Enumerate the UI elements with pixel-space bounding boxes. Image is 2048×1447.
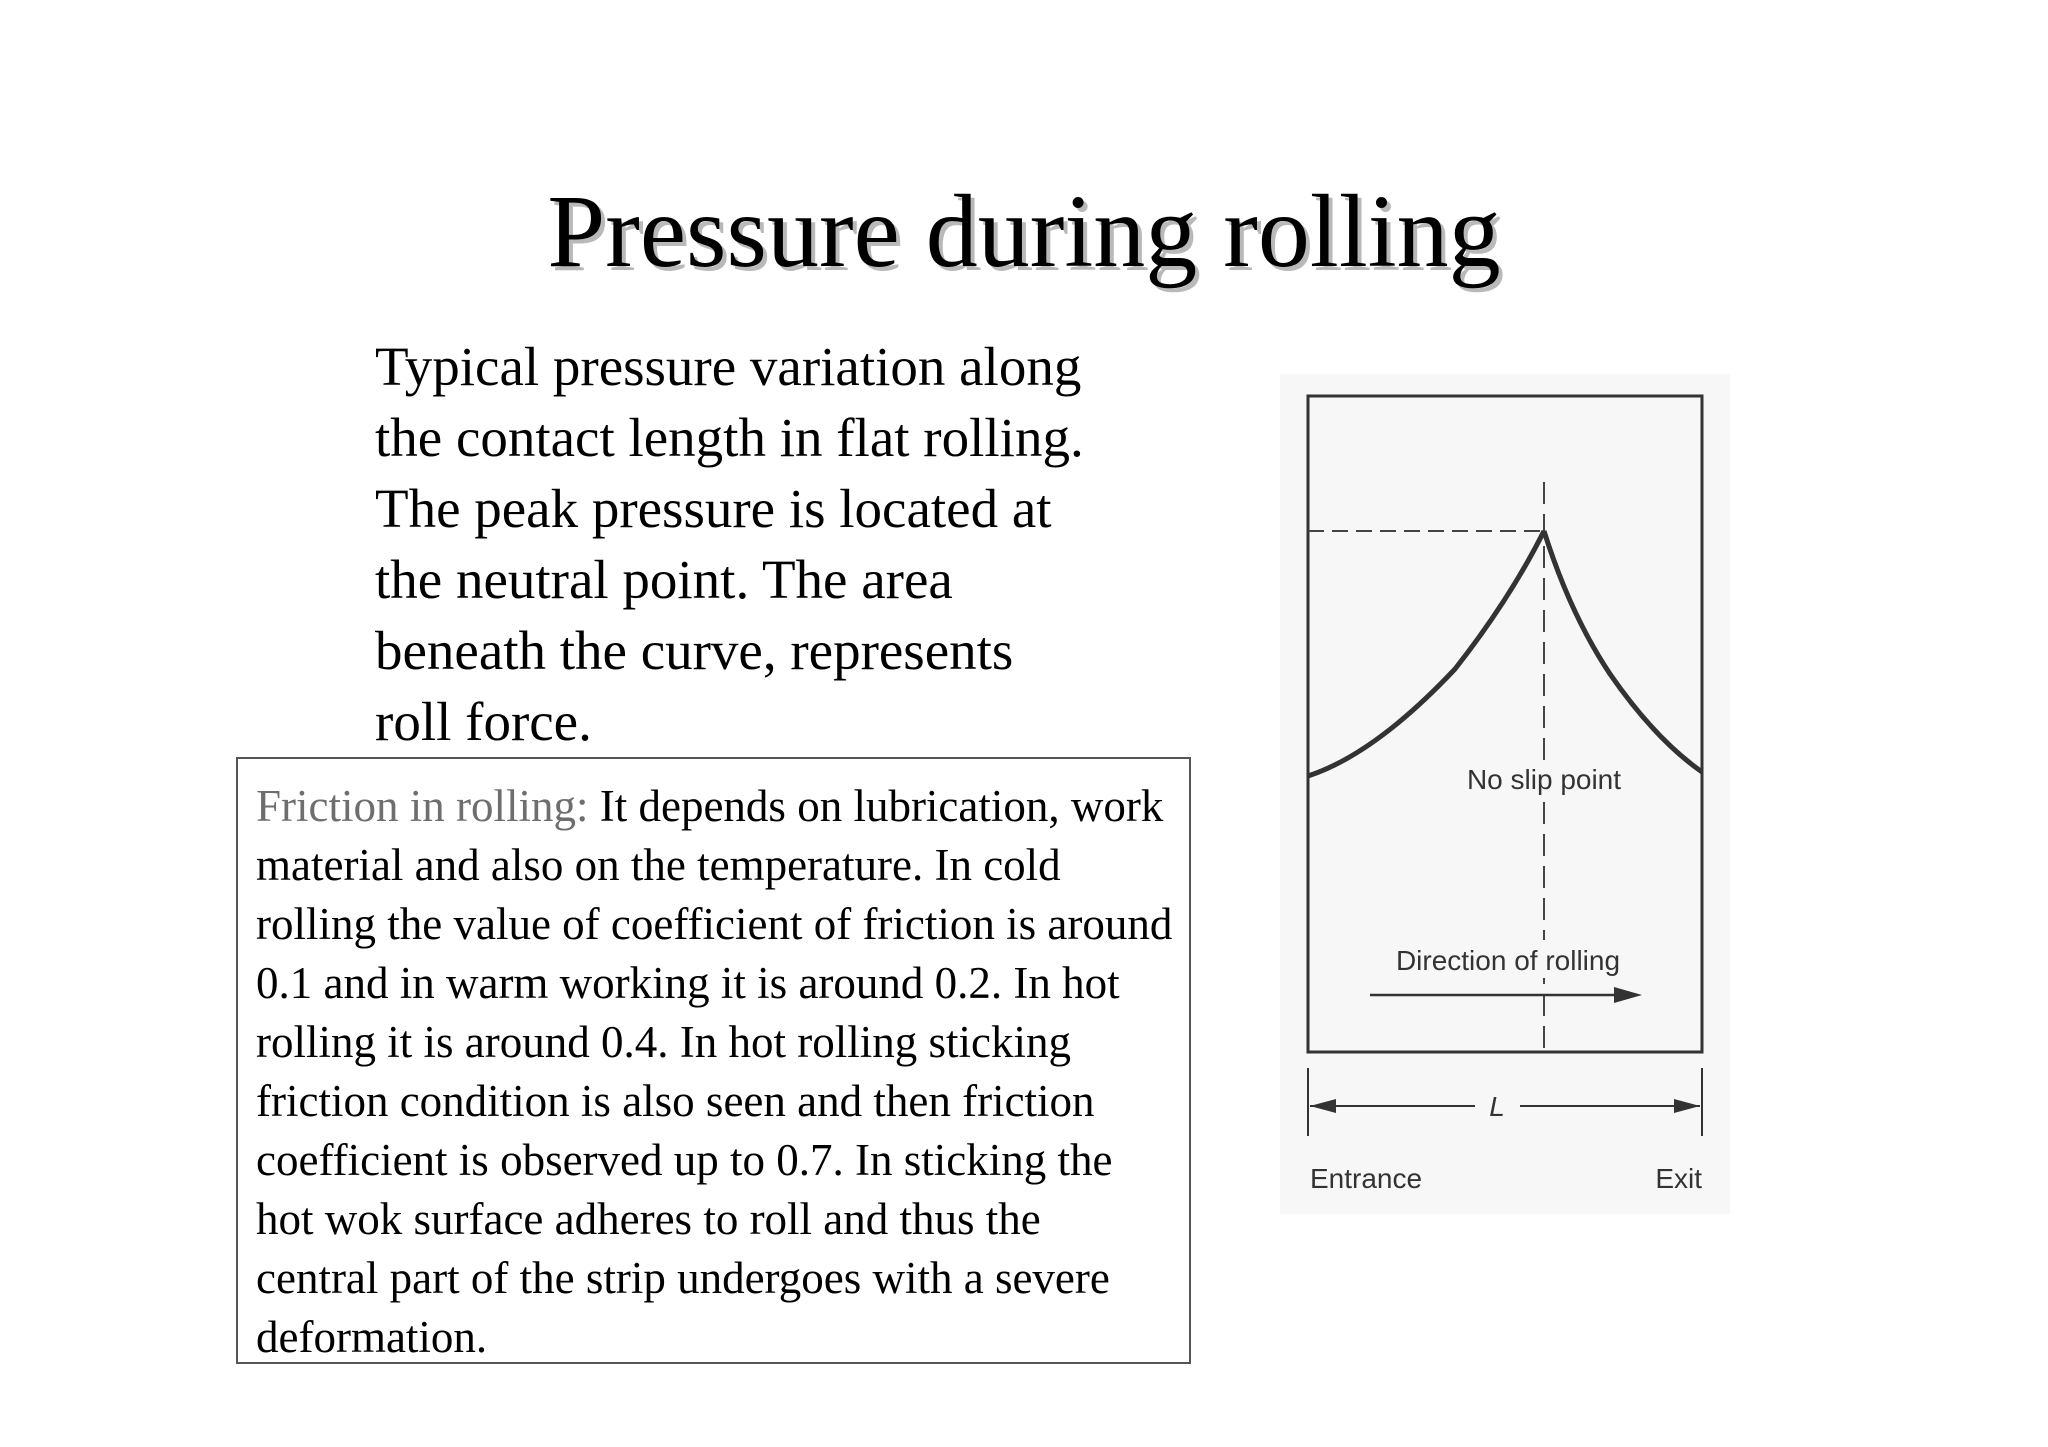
dimension-arrow-left-icon [1310, 1099, 1336, 1113]
pressure-curve-entry-side [1308, 531, 1544, 776]
pressure-curve-exit-side [1544, 531, 1702, 772]
entrance-label: Entrance [1310, 1163, 1423, 1194]
pressure-diagram-svg [1280, 374, 1730, 1214]
direction-arrow-head-icon [1614, 987, 1642, 1003]
length-label: L [1489, 1091, 1505, 1122]
exit-label: Exit [1655, 1163, 1702, 1194]
friction-note-box [236, 757, 1191, 1364]
pressure-diagram [1280, 374, 1730, 1214]
slide-title: Pressure during rolling [547, 174, 1501, 289]
direction-of-rolling-label: Direction of rolling [1395, 945, 1621, 976]
friction-heading: Friction in rolling: [256, 781, 589, 831]
dimension-arrow-right-icon [1674, 1099, 1700, 1113]
intro-paragraph: Typical pressure variation along the contact length in flat rolling. The peak pressure is located at the neutral point. The area beneath the curve, represents roll force. [375, 336, 1084, 752]
no-slip-point-label: No slip point [1466, 764, 1622, 795]
friction-body: It depends on lubrication, work material and also on the temperature. In cold rolling the value of coefficient of friction is around 0.1 and in warm working it is around 0.2. In hot rolling it is around 0.4. In hot rolling sticking friction condition is also seen and then friction coefficient is observed up to 0.7. In sticking the hot wok surface adheres to roll and thus the central part of the strip undergoes with a severe deformation. [256, 781, 1173, 1362]
